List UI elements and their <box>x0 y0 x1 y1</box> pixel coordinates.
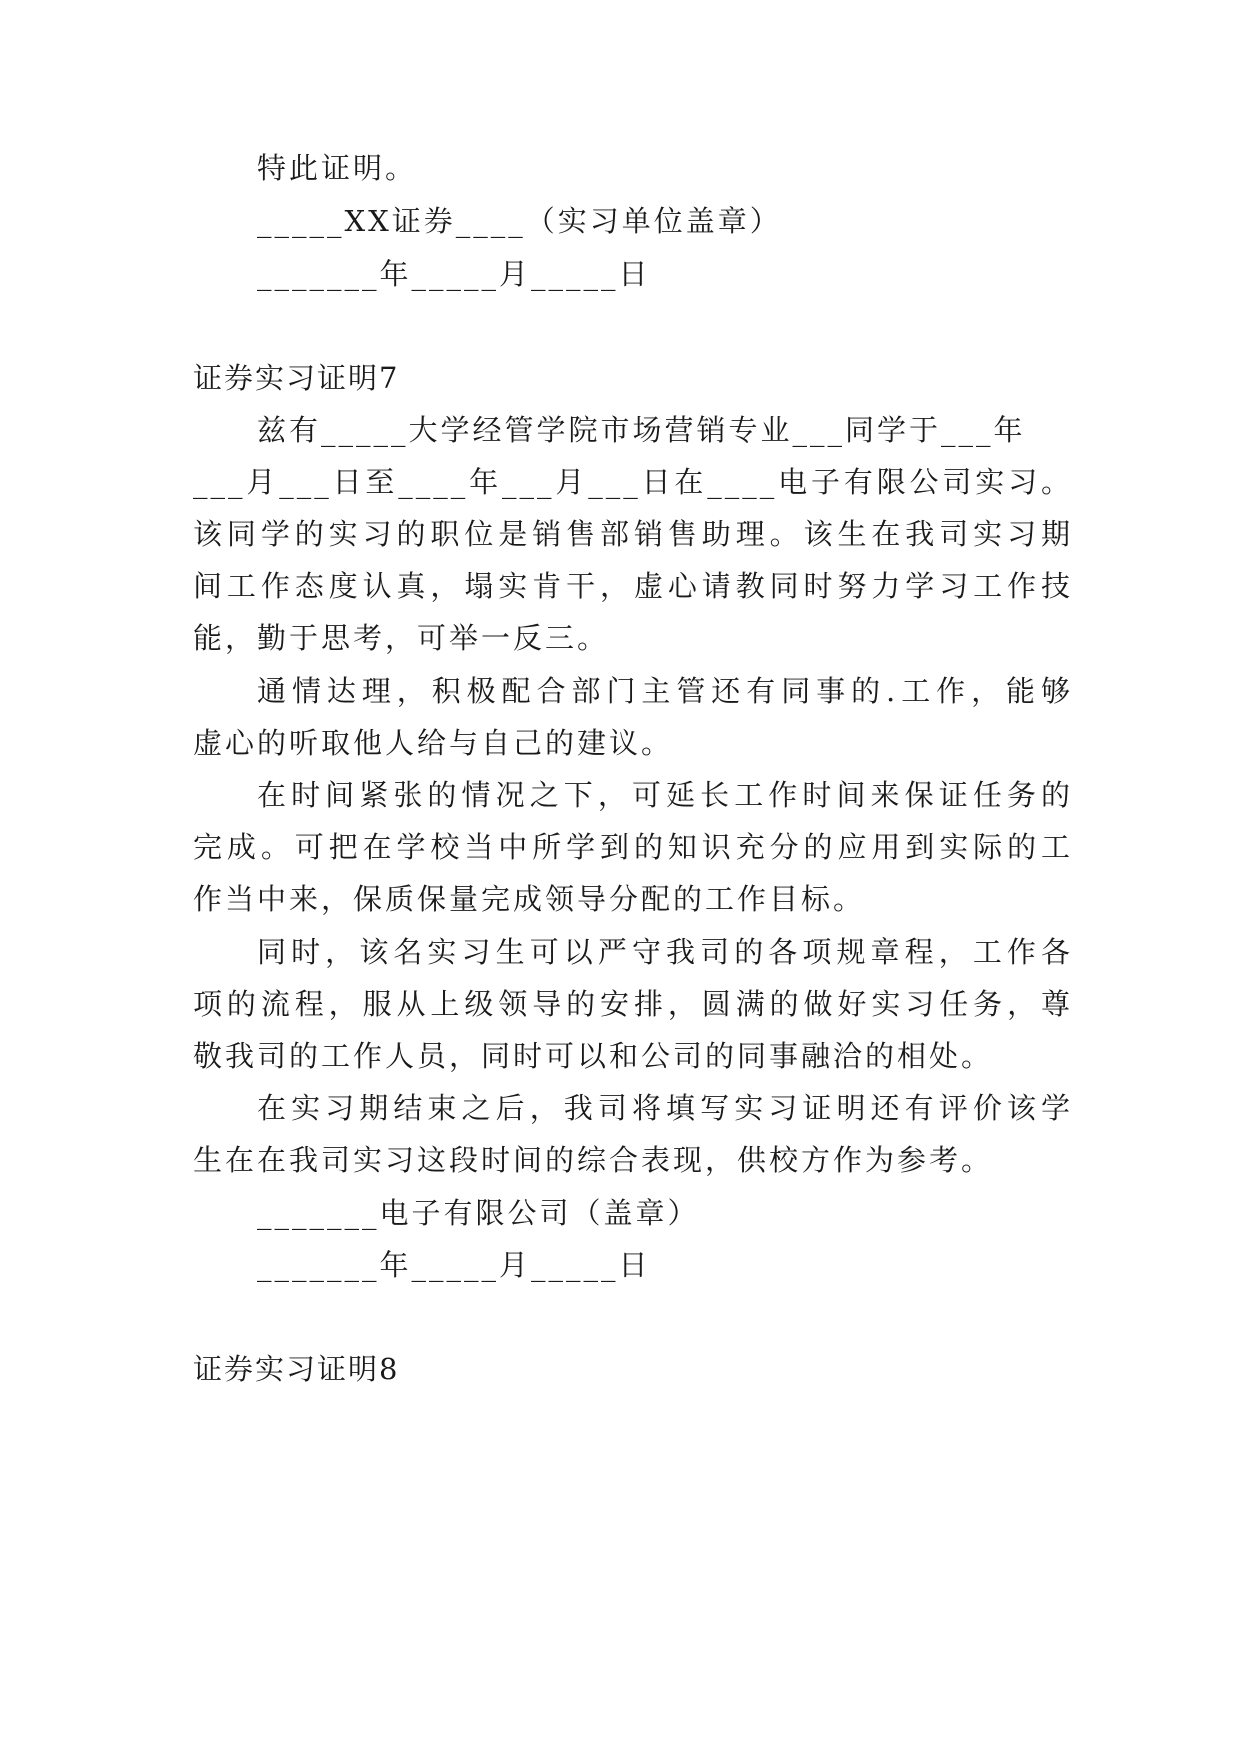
paragraph-line: 能，勤于思考，可举一反三。 <box>193 621 610 655</box>
section-heading-8: 证券实习证明8 <box>193 1352 400 1386</box>
date-line: _______年_____月_____日 <box>257 257 651 291</box>
paragraph-line: ___月___日至____年___月___日在____电子有限公司实习。 <box>193 465 1073 499</box>
paragraph-line: 作当中来，保质保量完成领导分配的工作目标。 <box>193 882 866 916</box>
paragraph-line: 同时，该名实习生可以严守我司的各项规章程，工作各 <box>257 935 1073 969</box>
date-line: _______年_____月_____日 <box>257 1248 651 1282</box>
paragraph-line: 间工作态度认真，塌实肯干，虚心请教同时努力学习工作技 <box>193 569 1073 603</box>
section-heading-7: 证券实习证明7 <box>193 361 400 395</box>
paragraph-line: 兹有_____大学经管学院市场营销专业___同学于___年 <box>257 413 1026 447</box>
closing-text: 特此证明。 <box>257 151 418 185</box>
paragraph-line: 该同学的实习的职位是销售部销售助理。该生在我司实习期 <box>193 517 1073 551</box>
paragraph-line: 在实习期结束之后，我司将填写实习证明还有评价该学 <box>257 1091 1073 1125</box>
stamp-line: _______电子有限公司（盖章） <box>257 1196 700 1230</box>
paragraph-line: 完成。可把在学校当中所学到的知识充分的应用到实际的工 <box>193 830 1073 864</box>
paragraph-line: 通情达理，积极配合部门主管还有同事的.工作，能够 <box>257 674 1073 708</box>
paragraph-line: 生在在我司实习这段时间的综合表现，供校方作为参考。 <box>193 1143 994 1177</box>
paragraph-line: 敬我司的工作人员，同时可以和公司的同事融洽的相处。 <box>193 1039 994 1073</box>
paragraph-line: 虚心的听取他人给与自己的建议。 <box>193 726 674 760</box>
paragraph-line: 项的流程，服从上级领导的安排，圆满的做好实习任务，尊 <box>193 987 1073 1021</box>
paragraph-line: 在时间紧张的情况之下，可延长工作时间来保证任务的 <box>257 778 1073 812</box>
stamp-line: _____XX证券____（实习单位盖章） <box>257 204 782 238</box>
